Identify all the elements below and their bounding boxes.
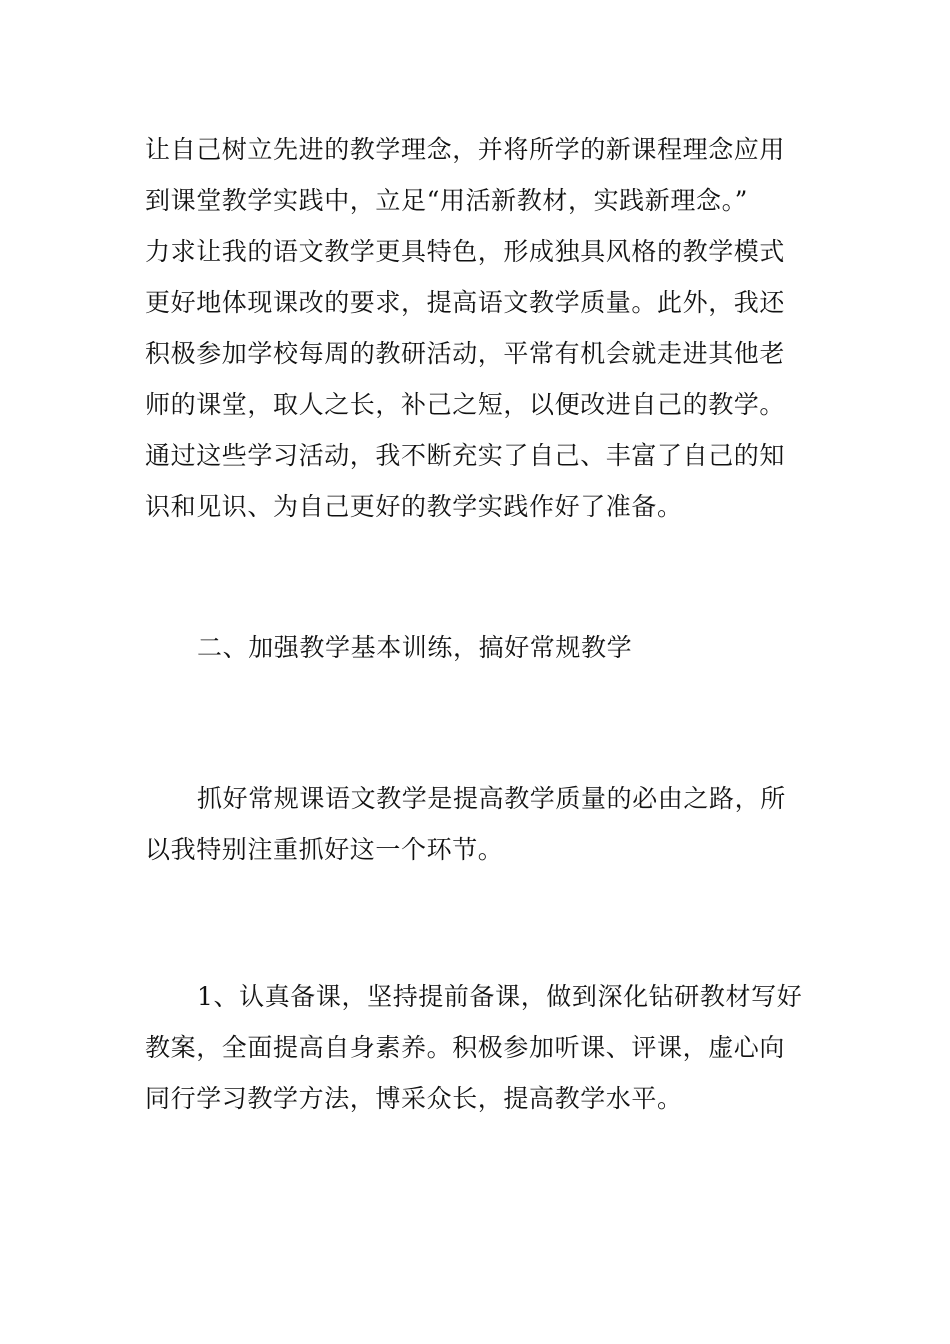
- text-line: 让自己树立先进的教学理念，并将所学的新课程理念应用: [145, 135, 786, 164]
- text-line: 积极参加学校每周的教研活动，平常有机会就走进其他老: [145, 339, 786, 368]
- text-line: 通过这些学习活动，我不断充实了自己、丰富了自己的知: [145, 441, 786, 470]
- text-line: 教案，全面提高自身素养。积极参加听课、评课，虚心向: [145, 1033, 786, 1062]
- section-heading-2: [145, 622, 805, 673]
- paragraph-teaching-philosophy: [145, 124, 805, 532]
- text-line: 到课堂教学实践中，立足“用活新教材，实践新理念。”: [145, 186, 749, 215]
- section-heading-text: 二、加强教学基本训练，搞好常规教学: [197, 633, 633, 662]
- text-line: 1、认真备课，坚持提前备课，做到深化钻研教材写好: [197, 982, 803, 1011]
- paragraph-lesson-preparation: [145, 971, 805, 1124]
- text-line: 识和见识、为自己更好的教学实践作好了准备。: [145, 492, 683, 521]
- text-line: 以我特别注重抓好这一个环节。: [145, 835, 504, 864]
- text-line: 力求让我的语文教学更具特色，形成独具风格的教学模式: [145, 237, 786, 266]
- text-line: 师的课堂，取人之长，补己之短，以便改进自己的教学。: [145, 390, 786, 419]
- text-line: 抓好常规课语文教学是提高教学质量的必由之路，所: [197, 784, 786, 813]
- paragraph-routine-teaching: [145, 773, 805, 875]
- text-line: 同行学习教学方法，博采众长，提高教学水平。: [145, 1084, 683, 1113]
- text-line: 更好地体现课改的要求，提高语文教学质量。此外，我还: [145, 288, 786, 317]
